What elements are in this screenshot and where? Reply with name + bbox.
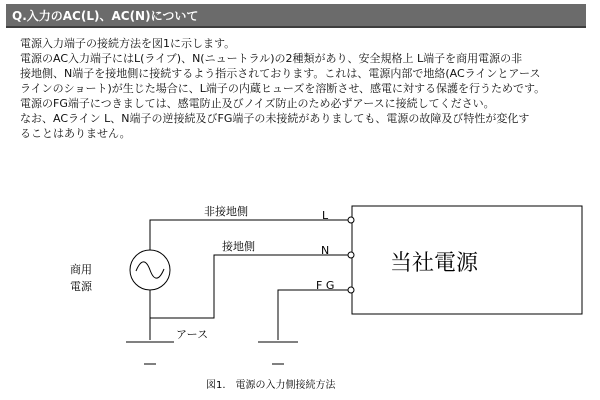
terminal-n-point (348, 252, 354, 258)
terminal-l-point (348, 217, 354, 223)
body-line: なお、ACライン L、N端子の逆接続及びFG端子の未接続がありましても、電源の故障及び特性が変化す (20, 112, 530, 125)
source-label-line2: 電源 (70, 280, 92, 293)
page-title: Q.入力のAC(L)、AC(N)について (12, 9, 199, 23)
connection-diagram (0, 190, 600, 400)
earth-label: アース (176, 328, 209, 341)
body-paragraph (20, 36, 595, 141)
terminal-l-label: L (322, 209, 329, 222)
body-line: 電源のFG端子につきましては、感電防止及びノイズ防止のため必ずアースに接続してください。 (20, 97, 495, 110)
body-line: 電源入力端子の接続方法を図1に示します。 (20, 37, 236, 50)
body-line: 電源のAC入力端子にはL(ライブ)、N(ニュートラル)の2種類があり、安全規格上 L端子を商用電源の非 (20, 52, 523, 65)
body-line: 接地側、N端子を接地側に接続するよう指示されております。これは、電源内部で地絡(ACラインとアース (20, 67, 541, 80)
figure-caption: 図1. 電源の入力側接続方法 (206, 380, 336, 391)
terminal-fg-label: F G (316, 279, 335, 292)
body-line: ることはありません。 (20, 127, 131, 140)
terminal-n-label: N (321, 244, 330, 257)
body-line: ラインのショート)が生じた場合に、L端子の内蔵ヒューズを溶断させ、感電に対する保護を行うためです。 (20, 82, 546, 95)
header-bar (6, 4, 586, 28)
label-non-ground-side: 非接地側 (204, 205, 248, 218)
label-ground-side: 接地側 (222, 240, 255, 253)
wire-fg (278, 290, 348, 340)
source-label-line1: 商用 (70, 263, 92, 276)
psu-label: 当社電源 (390, 251, 479, 276)
terminal-fg-point (348, 287, 354, 293)
